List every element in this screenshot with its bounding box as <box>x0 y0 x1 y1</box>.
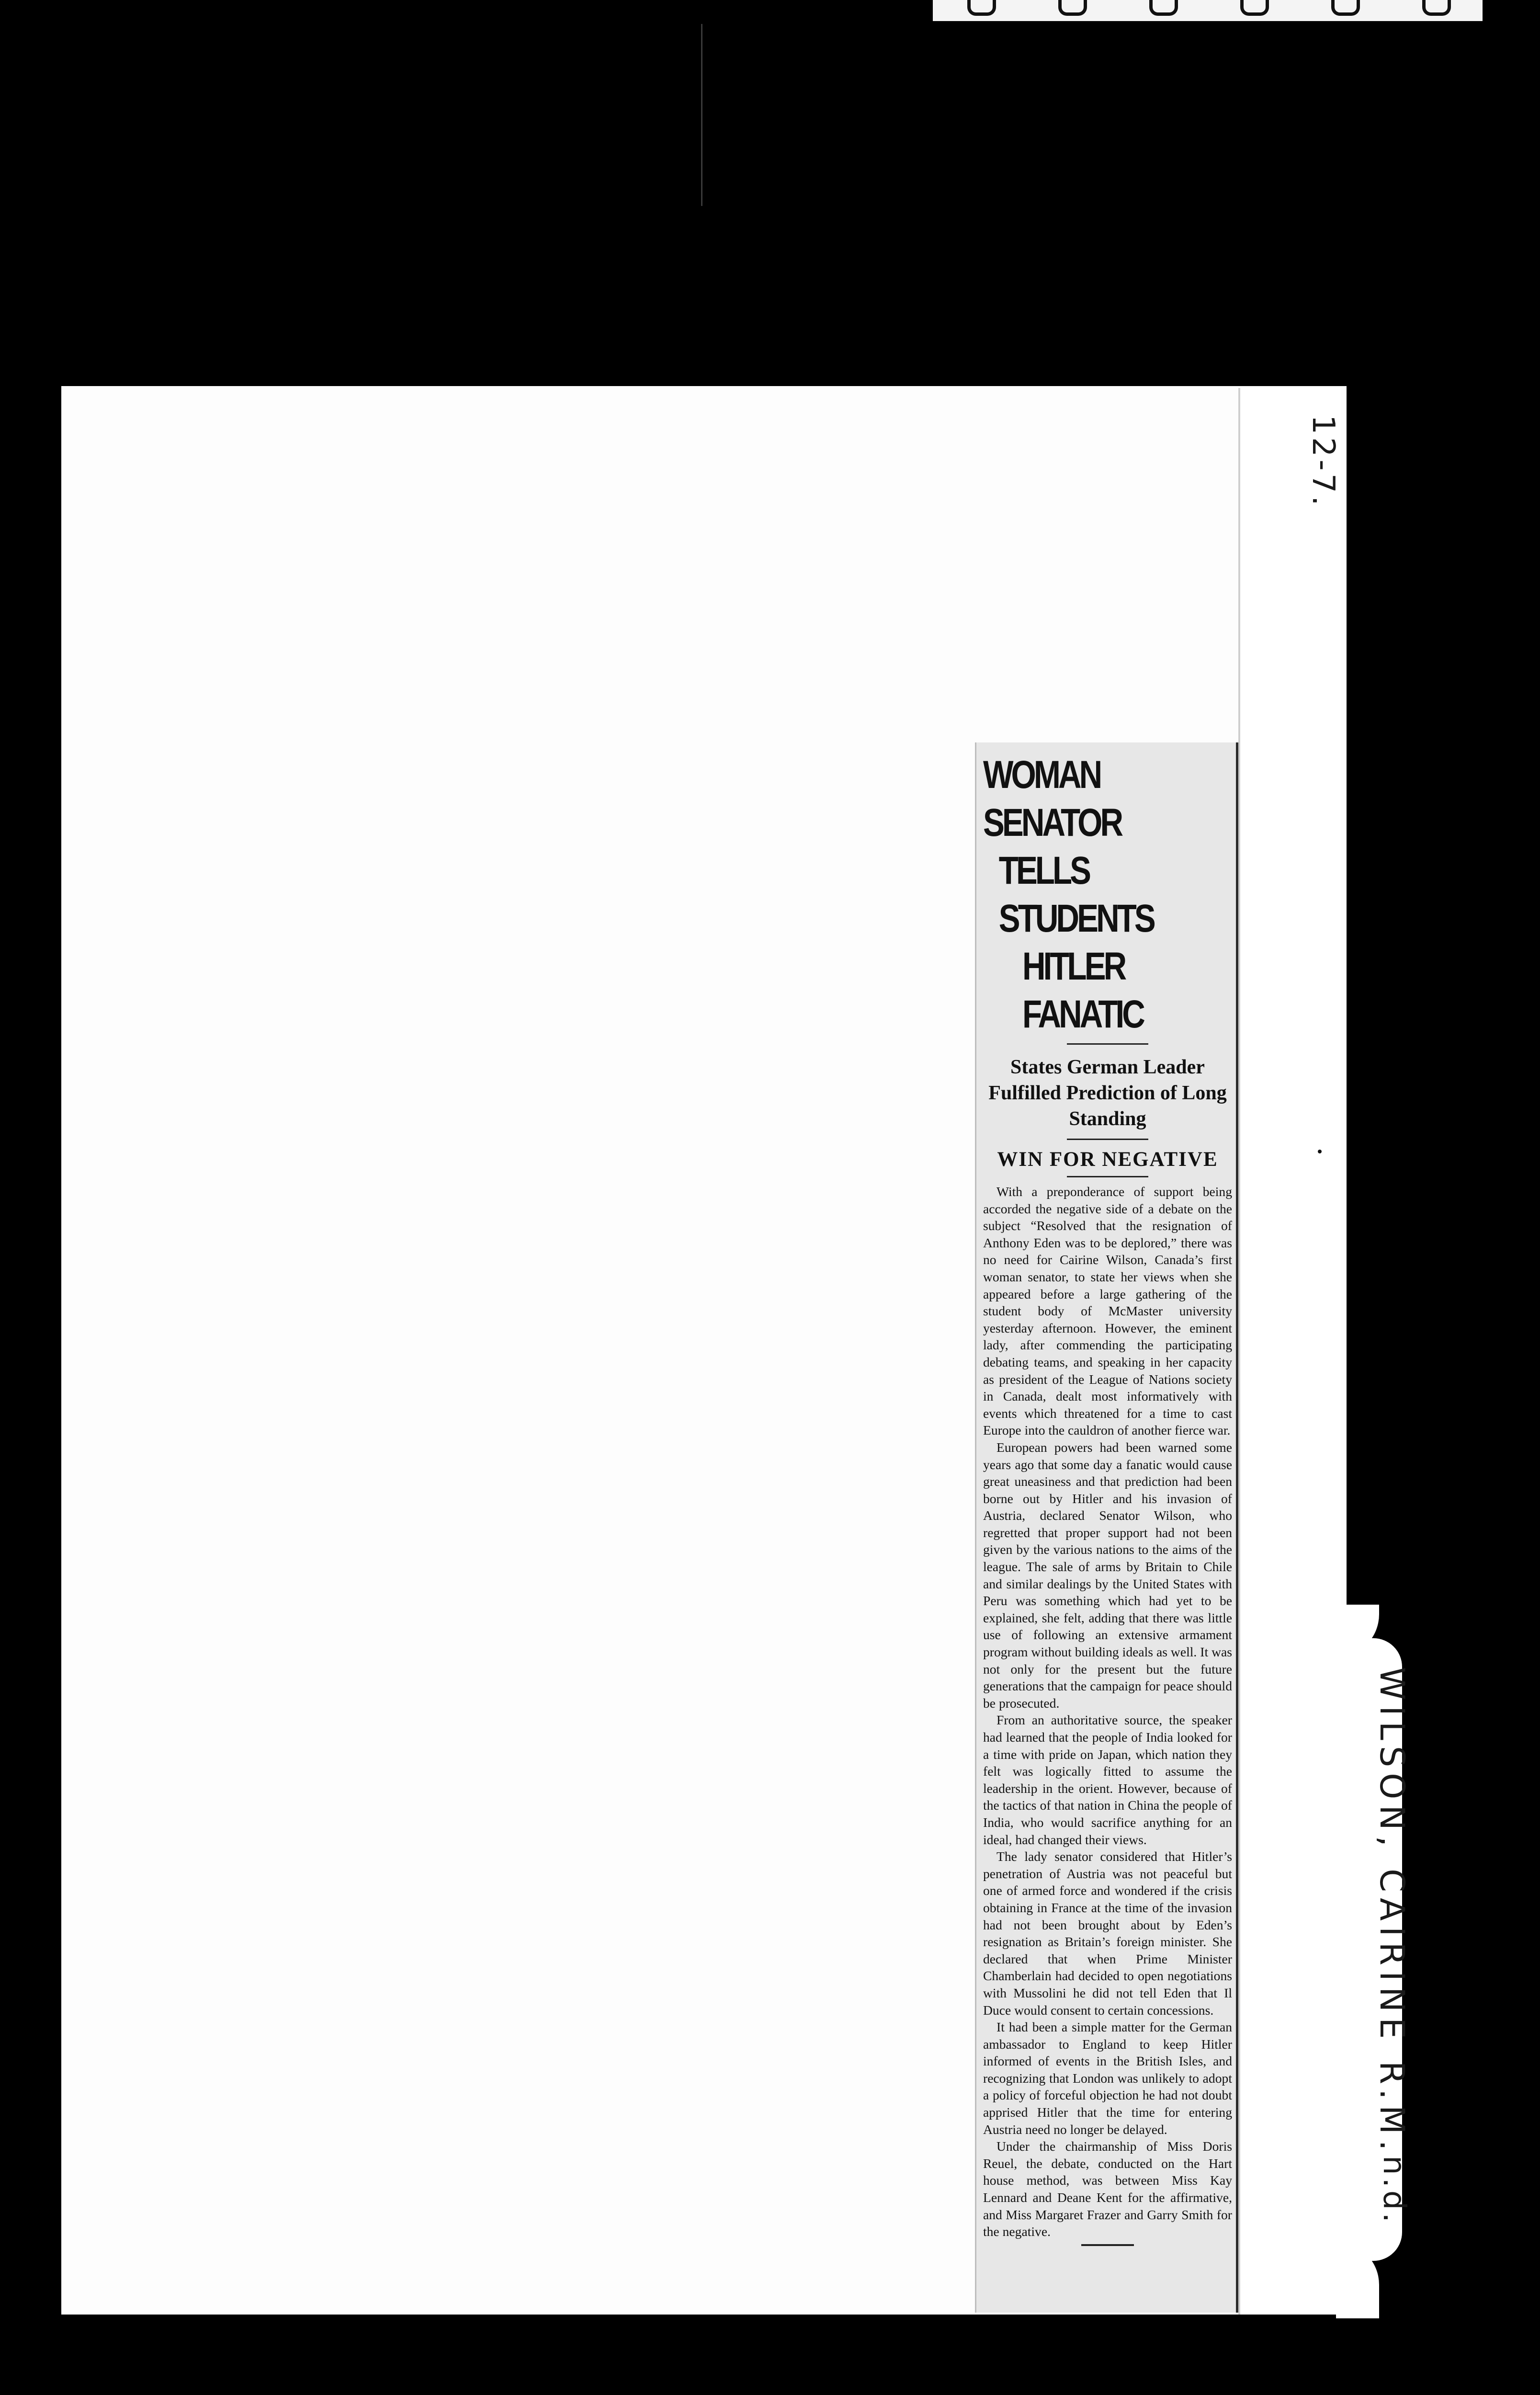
article-body <box>983 1183 1232 2240</box>
article-paragraph: From an authoritative source, the speaker had learned that the people of India looked for a time with pride on Japan, which nation they felt was logically fitted to assume the leadership in the orient. However, because of the tactics of that nation in China the people of India, who would sacrifice anything for an ideal, had changed their views. <box>983 1712 1232 1847</box>
frame-mark <box>967 0 996 16</box>
article-paragraph: The lady senator considered that Hitler’s penetration of Austria was not peaceful but one of armed force and wondered if the crisis obtaining in France at the time of the invasion had not been brought about by Eden’s resignation as Britain’s foreign minister. She declared that when Prime Minister Chamberlain had decided to open negotiations with Mussolini he did not tell Eden that Il Duce would consent to certain concessions. <box>983 1849 1232 2018</box>
frame-mark <box>1422 0 1451 16</box>
dust-speck <box>1318 1150 1322 1153</box>
frame-mark <box>1331 0 1360 16</box>
headline-line: WOMAN SENATOR <box>983 753 1121 844</box>
divider <box>1067 1139 1148 1140</box>
scan-line <box>701 24 702 206</box>
end-divider <box>1081 2244 1134 2246</box>
newspaper-clipping <box>975 742 1238 2313</box>
frame-mark <box>1149 0 1178 16</box>
file-folder <box>1238 388 1341 2315</box>
headline <box>983 751 1234 1038</box>
article-paragraph: Under the chairmanship of Miss Doris Reuel, the debate, conducted on the Hart house method, was between Miss Kay Lennard and Deane Kent for the affirmative, and Miss Margaret Frazer and Garry Smith for the negative. <box>983 2139 1232 2239</box>
film-frame-strip <box>933 0 1483 21</box>
handwritten-name: WILSON, CAIRINE R.M. <box>1372 1667 1412 2156</box>
headline-line: TELLS STUDENTS <box>998 849 1154 940</box>
subheadline: States German Leader Fulfilled Prediction of Long Standing <box>988 1056 1227 1130</box>
section-heading: WIN FOR NEGATIVE <box>997 1148 1218 1171</box>
article-paragraph: With a preponderance of support being accorded the negative side of a debate on the subject “Resolved that the resignation of Anthony Eden was to be deplored,” there was no need for Cairine Wilson, Canada’s first woman senator, to state her views when she appeared before a large gathering of the student body of McMaster university yesterday afternoon. However, the eminent lady, after commending the participating debating teams, and speaking in her capacity as president of the League of Nations society in Canada, dealt most informatively with events which threatened for a time to cast Europe into the cauldron of another fierce war. <box>983 1184 1232 1438</box>
frame-mark <box>1240 0 1269 16</box>
headline-line: HITLER FANATIC <box>1022 945 1143 1036</box>
handwritten-nd: n.d. <box>1376 2156 1412 2225</box>
article-paragraph: European powers had been warned some years ago that some day a fanatic would cause great uneasiness and that prediction had been borne out by Hitler and his invasion of Austria, declared Senator Wilson, who regretted that proper support had not been given by the various nations to the aims of the league. The sale of arms by Britain to Chile and similar dealings by the United States with Peru was something which had yet to be explained, she felt, adding that there was little use of following an extensive armament program without building ideals as well. It was not only for the present but the future generations that the campaign for peace should be prosecuted. <box>983 1439 1232 1711</box>
divider <box>1067 1043 1148 1045</box>
handwritten-date: 12-7. <box>1305 415 1341 509</box>
divider <box>1067 1176 1148 1177</box>
frame-mark <box>1058 0 1087 16</box>
article-paragraph: It had been a simple matter for the German ambassador to England to keep Hitler informed of events in the British Isles, and recognizing that London was unlikely to adopt a policy of forceful objection he had not doubt apprised Hitler that the time for entering Austria need no longer be delayed. <box>983 2019 1232 2137</box>
